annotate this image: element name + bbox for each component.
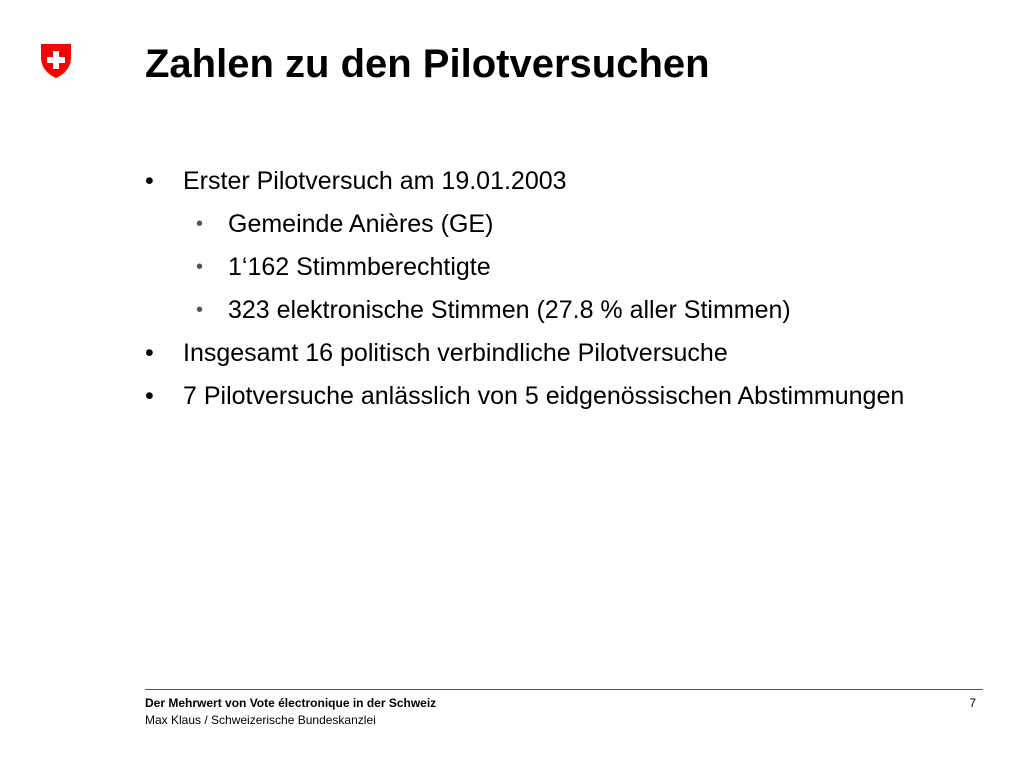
sub-bullet-icon: • [196,299,204,321]
list-item-text: 7 Pilotversuche anlässlich von 5 eidgenössischen Abstimmungen [183,382,905,410]
sub-list-item [183,249,945,286]
sub-list-item-text: Gemeinde Anières (GE) [228,210,494,238]
footer-subtitle: Max Klaus / Schweizerische Bundeskanzlei [145,713,376,727]
swiss-coat-of-arms-icon [40,43,72,79]
bullet-icon: • [145,167,154,195]
list-item-text: Erster Pilotversuch am 19.01.2003 [183,167,567,195]
sub-bullet-icon: • [196,256,204,278]
slide-title: Zahlen zu den Pilotversuchen [145,42,710,86]
footer-title: Der Mehrwert von Vote électronique in der Schweiz [145,696,437,710]
sub-list-item [183,292,945,329]
bullet-icon: • [145,339,154,367]
list-item [145,335,945,372]
sub-bullet-icon: • [196,213,204,235]
page-number: 7 [969,696,976,710]
sub-list-item-text: 323 elektronische Stimmen (27.8 % aller Stimmen) [228,296,791,324]
list-item [145,163,945,329]
list-item-text: Insgesamt 16 politisch verbindliche Pilotversuche [183,339,728,367]
sub-bullet-list [183,206,945,329]
list-item [145,378,945,415]
sub-list-item [183,206,945,243]
bullet-icon: • [145,382,154,410]
bullet-list [145,163,945,415]
footer-divider [145,689,983,690]
slide-content [145,163,945,421]
sub-list-item-text: 1‘162 Stimmberechtigte [228,253,491,281]
